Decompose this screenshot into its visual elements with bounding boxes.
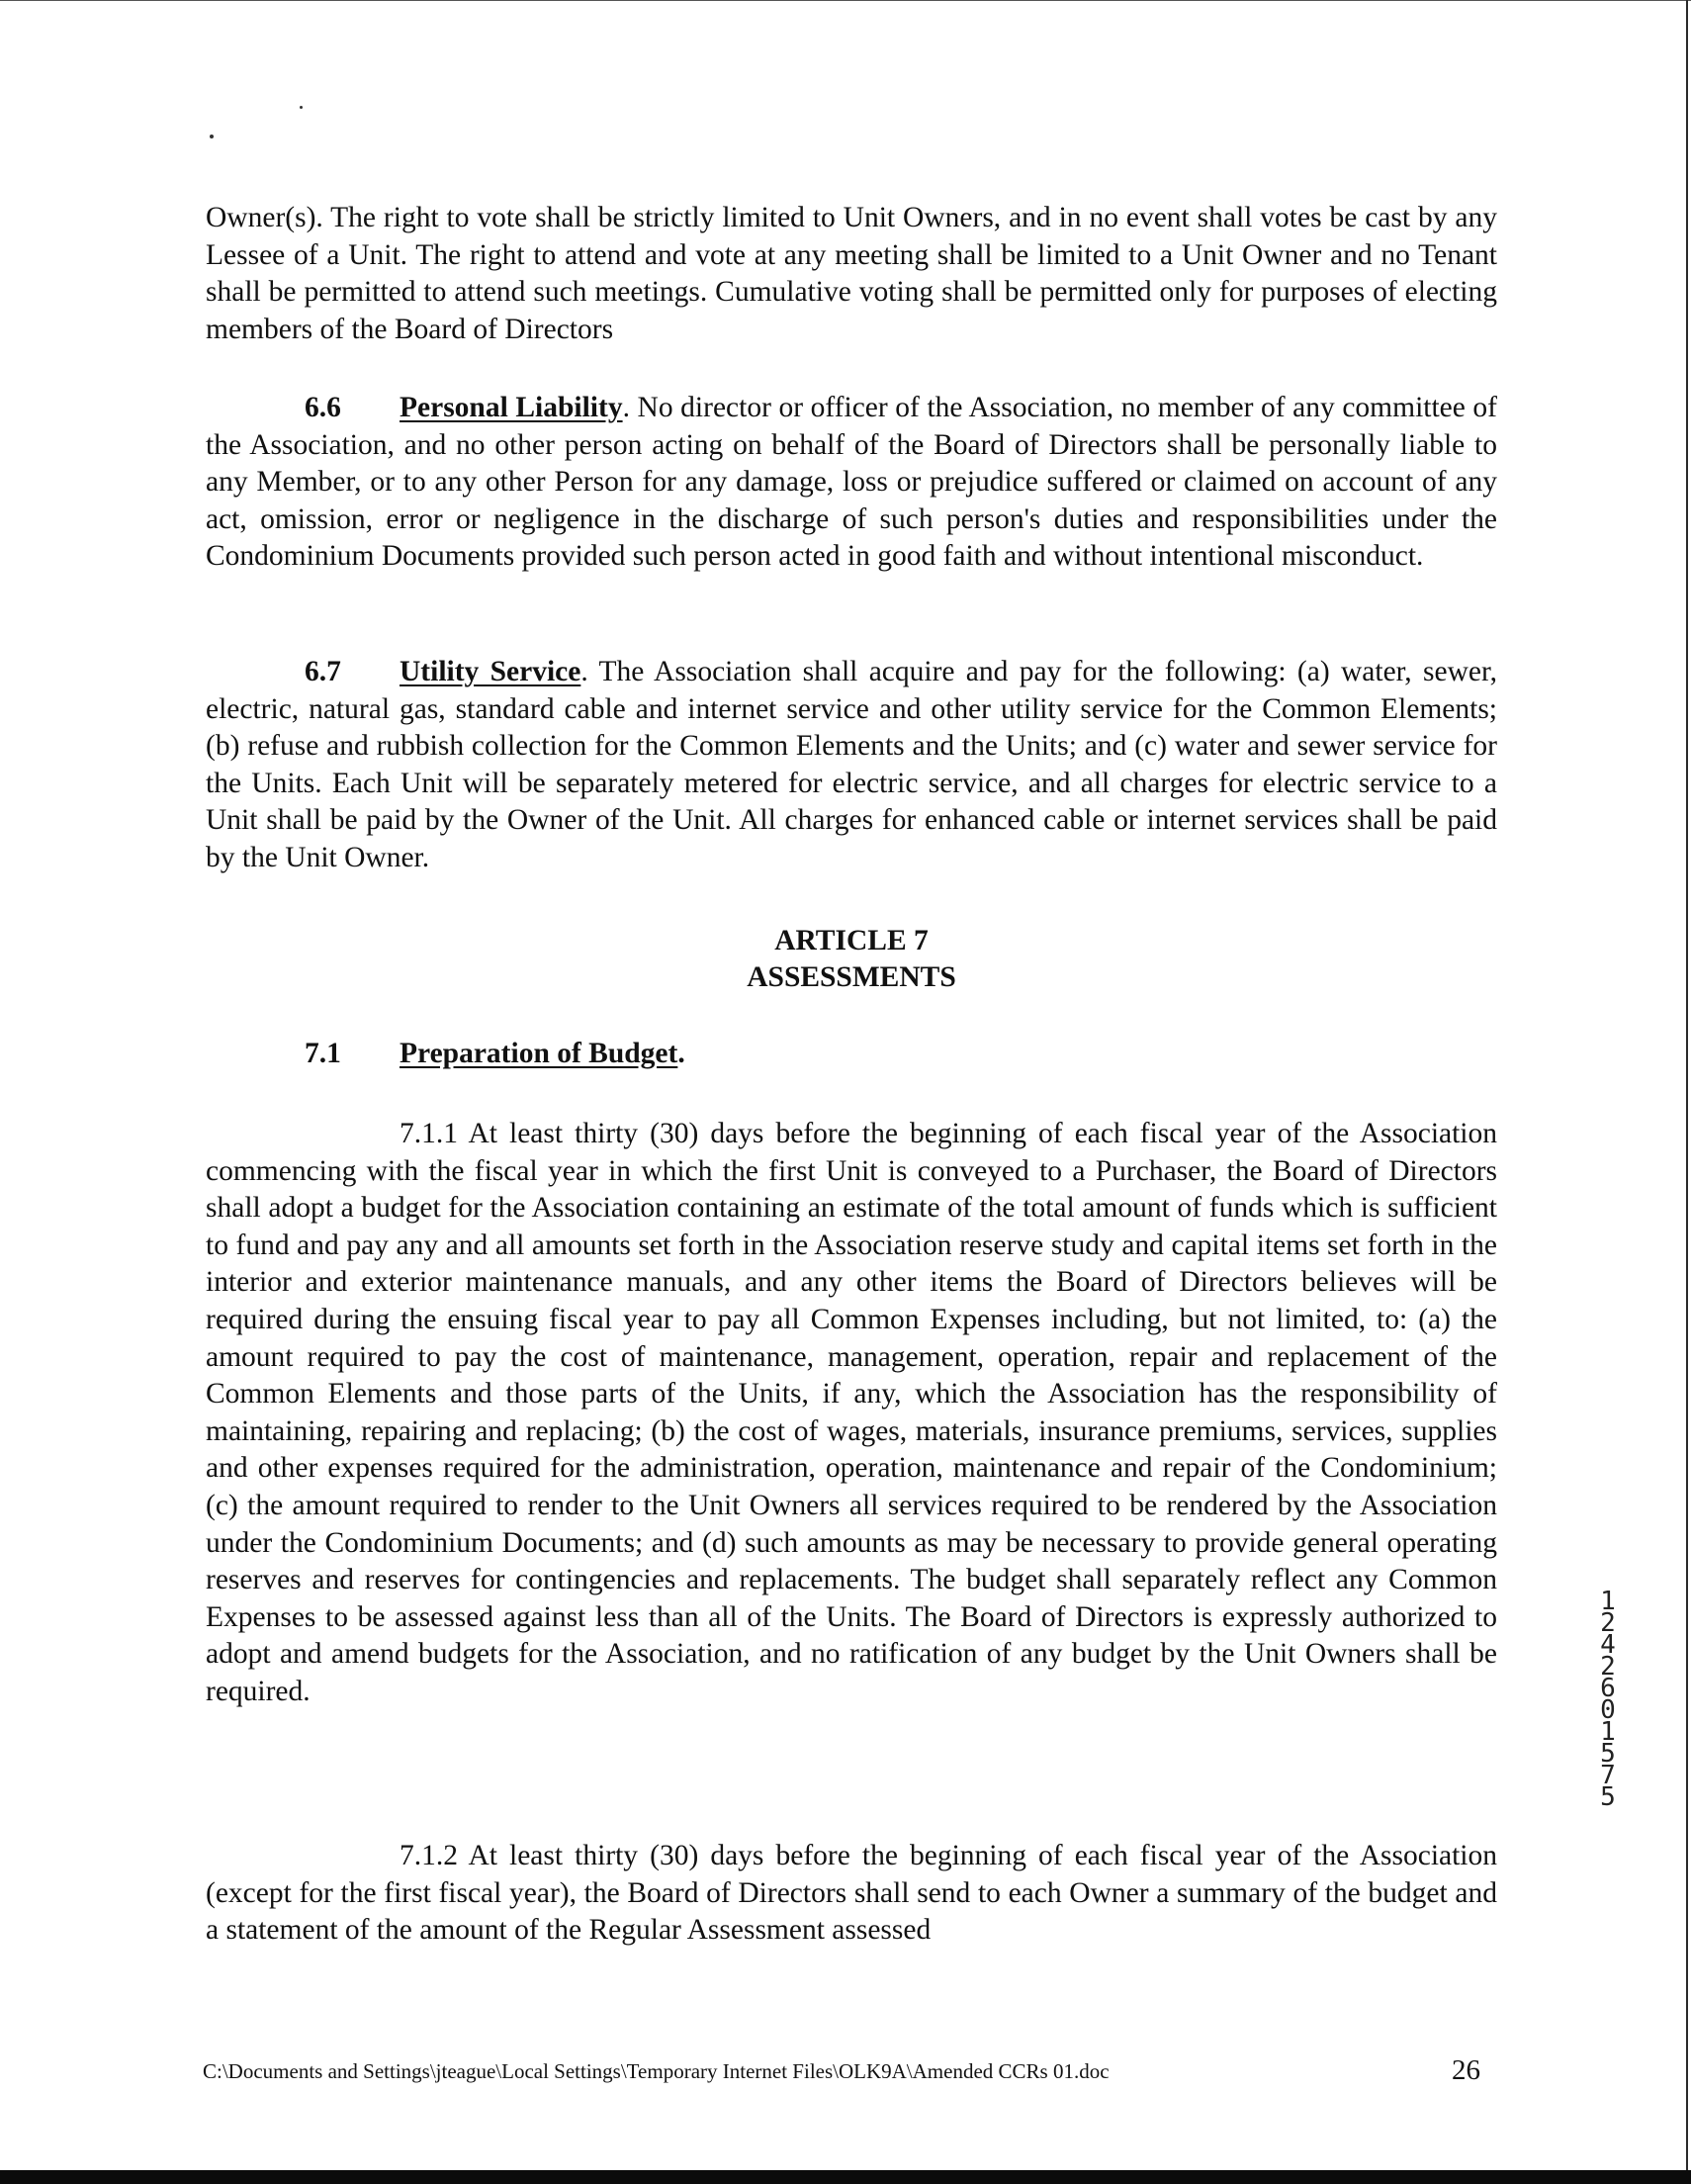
section-7-1-title: Preparation of Budget: [400, 1038, 678, 1069]
continuation-block: [206, 200, 1497, 348]
article-number: ARTICLE 7: [774, 925, 929, 956]
subsection-7-1-2-paragraph: [206, 1838, 1497, 1950]
section-6-6: [206, 390, 1497, 576]
section-6-6-number: 6.6: [305, 392, 341, 423]
page-number: 26: [1452, 2054, 1480, 2086]
section-6-7-text: . The Association shall acquire and pay for the following: (a) water, sewer, electric, natural gas, standard cable and internet service and other utility service for the Common Elements; (b) refuse and rubbish collection for the Common Elements and the Units; and (c) water and sewer service for the Units. Each Unit will be separately metered for electric service, and all charges for electric service to a Unit shall be paid by the Owner of the Unit. All charges for enhanced cable or internet services shall be paid by the Unit Owner.: [206, 656, 1497, 873]
article-heading: [206, 923, 1497, 996]
section-7-1-number: 7.1: [305, 1038, 341, 1069]
scan-speck: [300, 106, 303, 109]
section-6-6-text: . No director or officer of the Association, no member of any committee of the Association, and no other person acting on behalf of the Board of Directors shall be personally liable to any Member, or to any other Person for any damage, loss or prejudice suffered or claimed on account of any act, omission, error or negligence in the discharge of such person's duties and responsibilities under the Condominium Documents provided such person acted in good faith and without intentional misconduct.: [206, 392, 1498, 573]
section-7-1-title-suffix: .: [677, 1038, 685, 1069]
subsection-7-1-1-number: 7.1.1: [400, 1118, 458, 1149]
scan-top-edge: [0, 0, 1691, 1]
subsection-7-1-2: [206, 1838, 1497, 1950]
scan-right-edge: [1686, 0, 1688, 2184]
section-6-7-title: Utility Service: [400, 656, 581, 687]
scan-speck: [210, 135, 214, 138]
section-6-7-paragraph: [206, 654, 1497, 877]
subsection-7-1-1-paragraph: [206, 1116, 1497, 1711]
subsection-7-1-2-number: 7.1.2: [400, 1840, 458, 1871]
margin-recording-stamp: 1242 6 0 1 5 7 5: [1600, 1587, 1616, 1812]
section-6-7: [206, 654, 1497, 877]
section-6-6-paragraph: [206, 390, 1497, 576]
footer-file-path: C:\Documents and Settings\jteague\Local Settings\Temporary Internet Files\OLK9A\Amended CCRs 01.doc: [203, 2059, 1110, 2083]
subsection-7-1-1-text: At least thirty (30) days before the beginning of each fiscal year of the Association commencing with the fiscal year in which the first Unit is conveyed to a Purchaser, the Board of Directors shall adopt a budget for the Association containing an estimate of the total amount of funds which is sufficient to fund and pay any and all amounts set forth in the Association reserve study and capital items set forth in the interior and exterior maintenance manuals, and any other items the Board of Directors believes will be required during the ensuing fiscal year to pay all Common Expenses including, but not limited, to: (a) the amount required to pay the cost of maintenance, management, operation, repair and replacement of the Common Elements and those parts of the Units, if any, which the Association has the responsibility of maintaining, repairing and replacing; (b) the cost of wages, materials, insurance premiums, services, supplies and other expenses required for the administration, operation, maintenance and repair of the Condominium; (c) the amount required to render to the Unit Owners all services required to be rendered by the Association under the Condominium Documents; and (d) such amounts as may be necessary to provide general operating reserves and reserves for contingencies and replacements. The budget shall separately reflect any Common Expenses to be assessed against less than all of the Units. The Board of Directors is expressly authorized to adopt and amend budgets for the Association, and no ratification of any budget by the Unit Owners shall be required.: [206, 1118, 1497, 1707]
scan-bottom-edge: [0, 2170, 1691, 2184]
continuation-paragraph: Owner(s). The right to vote shall be strictly limited to Unit Owners, and in no event shall votes be cast by any Lessee of a Unit. The right to attend and vote at any meeting shall be limited to a Unit Owner and no Tenant shall be permitted to attend such meetings. Cumulative voting shall be permitted only for purposes of electing members of the Board of Directors: [206, 202, 1497, 345]
subsection-7-1-2-text: At least thirty (30) days before the beginning of each fiscal year of the Association (except for the first fiscal year), the Board of Directors shall send to each Owner a summary of the budget and a statement of the amount of the Regular Assessment assessed: [206, 1840, 1497, 1947]
section-6-6-title: Personal Liability: [400, 392, 623, 423]
article-title: ASSESSMENTS: [747, 961, 956, 993]
section-6-7-number: 6.7: [305, 656, 341, 687]
subsection-7-1-1: [206, 1116, 1497, 1711]
section-7-1-line: [206, 1036, 1497, 1073]
section-7-1-heading: [206, 1036, 1497, 1073]
